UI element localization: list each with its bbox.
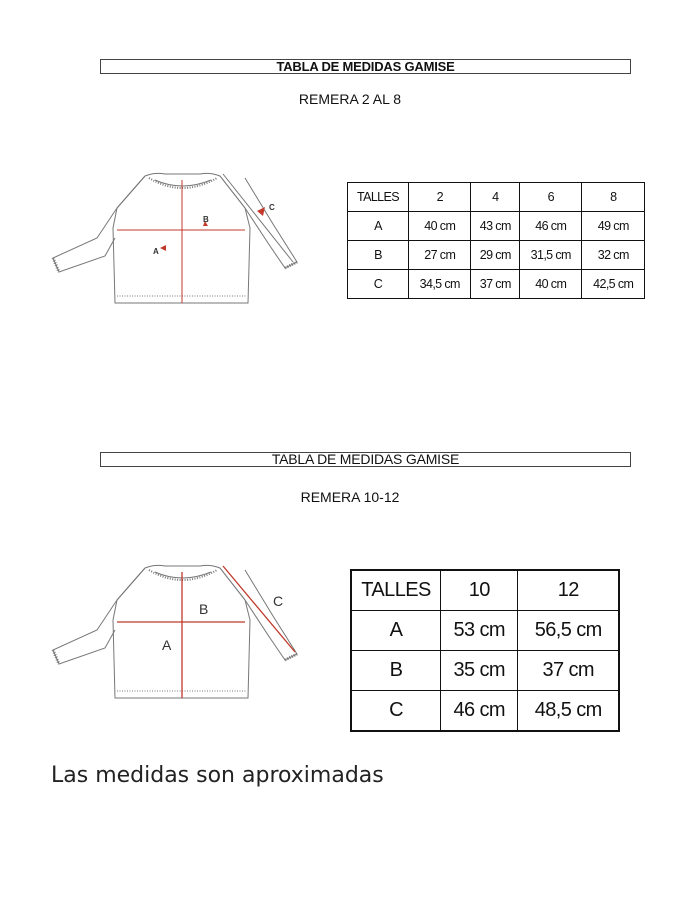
table-row	[348, 212, 645, 241]
table-cell: 34,5 cm	[409, 270, 471, 299]
table-cell: 4	[471, 183, 520, 212]
table-cell: 6	[520, 183, 582, 212]
product-subtitle-1: REMERA 2 AL 8	[298, 91, 402, 107]
label-c-2: C	[273, 593, 284, 609]
heading-text-1: TABLA DE MEDIDAS GAMISE	[276, 59, 455, 74]
table-cell: B	[351, 651, 441, 691]
table-header-row	[348, 183, 645, 212]
table-row	[351, 691, 619, 732]
table-cell: 32 cm	[582, 241, 645, 270]
table-cell: 35 cm	[441, 651, 518, 691]
table-cell: 10	[441, 570, 518, 611]
table-cell: 12	[518, 570, 619, 611]
label-c-1: C	[269, 203, 275, 212]
table-cell: 29 cm	[471, 241, 520, 270]
table-cell: 40 cm	[409, 212, 471, 241]
table-cell: 42,5 cm	[582, 270, 645, 299]
table-cell: 56,5 cm	[518, 611, 619, 651]
table-row	[351, 651, 619, 691]
table-cell: 37 cm	[518, 651, 619, 691]
table-cell: A	[348, 212, 409, 241]
heading-text-2: TABLA DE MEDIDAS GAMISE	[271, 451, 460, 467]
size-table-2	[350, 569, 620, 732]
table-cell: 46 cm	[520, 212, 582, 241]
table-cell: C	[351, 691, 441, 732]
table-cell: 40 cm	[520, 270, 582, 299]
table-cell: 49 cm	[582, 212, 645, 241]
product-subtitle-2: REMERA 10-12	[300, 489, 400, 505]
table-cell: A	[351, 611, 441, 651]
table-cell: 37 cm	[471, 270, 520, 299]
footnote-text: Las medidas son aproximadas	[51, 763, 384, 788]
table-cell: 31,5 cm	[520, 241, 582, 270]
table-cell: 27 cm	[409, 241, 471, 270]
label-b-2: B	[199, 601, 209, 617]
table-cell: TALLES	[348, 183, 409, 212]
size-chart-heading-2	[100, 452, 631, 467]
table-row	[348, 270, 645, 299]
measure-line-c	[223, 174, 293, 262]
table-cell: B	[348, 241, 409, 270]
table-cell: 8	[582, 183, 645, 212]
size-table-1	[347, 182, 645, 299]
label-b-1: B	[203, 215, 209, 224]
table-cell: 43 cm	[471, 212, 520, 241]
label-a-1: A	[153, 247, 159, 256]
table-cell: 48,5 cm	[518, 691, 619, 732]
tshirt-diagram-1	[45, 168, 305, 313]
table-row	[351, 611, 619, 651]
size-chart-heading-1	[100, 59, 631, 74]
table-cell: C	[348, 270, 409, 299]
table-header-row	[351, 570, 619, 611]
measure-line-c	[223, 566, 295, 652]
label-a-2: A	[162, 637, 172, 653]
table-row	[348, 241, 645, 270]
tshirt-diagram-2	[45, 560, 305, 705]
table-cell: 46 cm	[441, 691, 518, 732]
table-cell: 2	[409, 183, 471, 212]
table-cell: 53 cm	[441, 611, 518, 651]
table-cell: TALLES	[351, 570, 441, 611]
